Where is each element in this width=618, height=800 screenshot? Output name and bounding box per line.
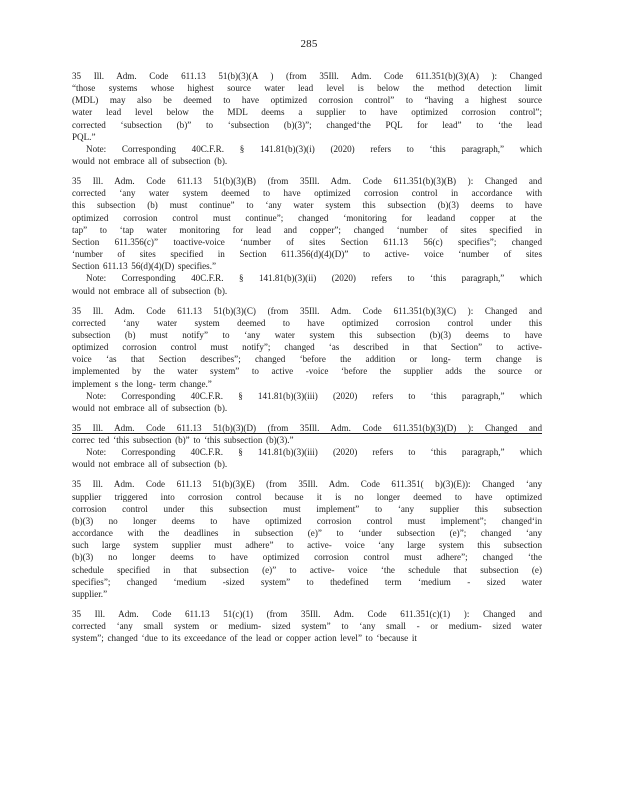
entry-line: corrected ‘any water system deemed to have optimized corrosion control in accordance with	[72, 188, 542, 199]
entry-line: “those systems whose highest source water lead level is below the method detection limit	[72, 83, 542, 94]
page-number: 285	[300, 38, 318, 50]
entry-line: Note: Corresponding 40C.F.R. § 141.81(b)(3)(i) (2020) refers to ‘this paragraph,” which	[86, 143, 542, 154]
amendment-entry	[72, 478, 542, 600]
entry-line: optimized corrosion control must notify”; changed ‘as described in that Section” to active-	[72, 342, 542, 353]
entry-line: 35 Ill. Adm. Code 611.13 51(b)(3)(C) (from 35Ill. Adm. Code 611.351(b)(3)(C) ): Changed and	[72, 305, 542, 316]
entry-line: 35 Ill. Adm. Code 611.13 51(b)(3)(B) (from 35Ill. Adm. Code 611.351(b)(3)(B) ): Changed and	[72, 176, 542, 187]
amendment-entry	[72, 608, 542, 644]
entry-line: accordance with the deadlines in subsection (e)” to ‘under subsection (e)”; changed ‘any	[72, 528, 542, 539]
entry-line: 35 Ill. Adm. Code 611.13 51(c)(1) (from 35Ill. Adm. Code 611.351(c)(1) ): Changed and	[72, 608, 542, 619]
amendment-entry	[72, 70, 542, 167]
entry-line: (b)(3) no longer deems to have optimized corrosion control must implement”; changed‘in	[72, 515, 542, 526]
entry-line: correc ted ‘this subsection (b)” to ‘this subsection (b)(3).”	[72, 435, 294, 446]
entry-line: would not embrace all of subsection (b).	[72, 285, 228, 296]
entry-line: 35 Ill. Adm. Code 611.13 51(b)(3)(E) (from 35Ill. Adm. Code 611.351( b)(3)(E)): Changed ‘any	[72, 479, 542, 490]
entry-line: corrected ‘any water system deemed to have optimized corrosion control under this	[72, 317, 542, 328]
entry-line: Section 611.356(c)” toactive-voice ‘number of sites Section 611.13 56(c) specifies”; changed	[72, 236, 542, 247]
entry-line: 35 Ill. Adm. Code 611.13 51(b)(3)(D) (from 35Ill. Adm. Code 611.351(b)(3)(D) ): Changed and	[72, 422, 542, 433]
entry-line: Note: Corresponding 40C.F.R. § 141.81(b)(3)(iii) (2020) refers to ‘this paragraph,” which	[86, 390, 542, 401]
entry-list	[72, 70, 542, 652]
entry-line: subsection (b) must notify” to ‘any water system this subsection (b)(3) deems to have	[72, 329, 542, 340]
entry-line: system”; changed ‘due to its exceedance of the lead or copper action level” to ‘because it	[72, 633, 417, 644]
entry-line: voice ‘as that Section describes”; changed ‘before the addition or long- term change is	[72, 354, 542, 365]
entry-line: implement s the long- term change.”	[72, 378, 212, 389]
entry-line: Note: Corresponding 40C.F.R. § 141.81(b)(3)(ii) (2020) refers to ‘this paragraph,” which	[86, 273, 542, 284]
entry-line: would not embrace all of subsection (b).	[72, 459, 228, 470]
entry-line: schedule specified in that subsection (e)” to active- voice ‘the schedule that subsection (e)	[72, 564, 542, 575]
amendment-entry	[72, 175, 542, 297]
entry-line: ‘number of sites specified in Section 611.356(d)(4)(D)” to active- voice ‘number of sites	[72, 249, 542, 260]
entry-line: corrected ‘any small system or medium- sized system” to ‘any small - or medium- sized water	[72, 621, 542, 632]
entry-line: Note: Corresponding 40C.F.R. § 141.81(b)(3)(iii) (2020) refers to ‘this paragraph,” which	[86, 447, 542, 458]
entry-line: 35 Ill. Adm. Code 611.13 51(b)(3)(A ) (from 35Ill. Adm. Code 611.351(b)(3)(A) ): Changed	[72, 71, 542, 81]
entry-line: would not embrace all of subsection (b).	[72, 156, 228, 167]
entry-line: (b)(3) no longer deems to have optimized corrosion control must adhere”; changed ‘the	[72, 552, 542, 563]
entry-line: would not embrace all of subsection (b).	[72, 402, 228, 413]
entry-line: supplier triggered into corrosion control because it is no longer deemed to have optimized	[72, 491, 542, 502]
entry-line: corrected ‘subsection (b)” to ‘subsection (b)(3)”; changed‘the PQL for lead” to ‘the lead	[72, 119, 542, 130]
entry-line: optimized corrosion control must continue”; changed ‘monitoring for leadand copper at the	[72, 212, 542, 223]
entry-line: implemented by the water system” to active -voice ‘before the supplier adds the source or	[72, 366, 542, 377]
entry-line: PQL.”	[72, 131, 96, 142]
entry-line: (MDL) may also be deemed to have optimized corrosion control” to “having a highest source	[72, 95, 542, 106]
amendment-entry	[72, 422, 542, 471]
entry-line: Section 611.13 56(d)(4)(D) specifies.”	[72, 261, 217, 272]
entry-line: tap” to ‘tap water monitoring for lead and copper”; changed ‘number of sites specified in	[72, 224, 542, 235]
entry-line: such large system supplier must adhere” to active- voice ‘any large system this subsection	[72, 540, 542, 551]
entry-line: this subsection (b) must continue” to ‘any water system this subsection (b)(3) deems to have	[72, 200, 542, 211]
amendment-entry	[72, 305, 542, 414]
entry-line: water lead level below the MDL deems a supplier to have optimized corrosion control”;	[72, 107, 542, 118]
entry-line: corrosion control under this subsection must implement” to ‘any supplier this subsection	[72, 503, 542, 514]
entry-line: supplier.”	[72, 588, 108, 599]
entry-line: specifies”; changed ‘medium -sized system” to thedefined term ‘medium - sized water	[72, 576, 542, 587]
